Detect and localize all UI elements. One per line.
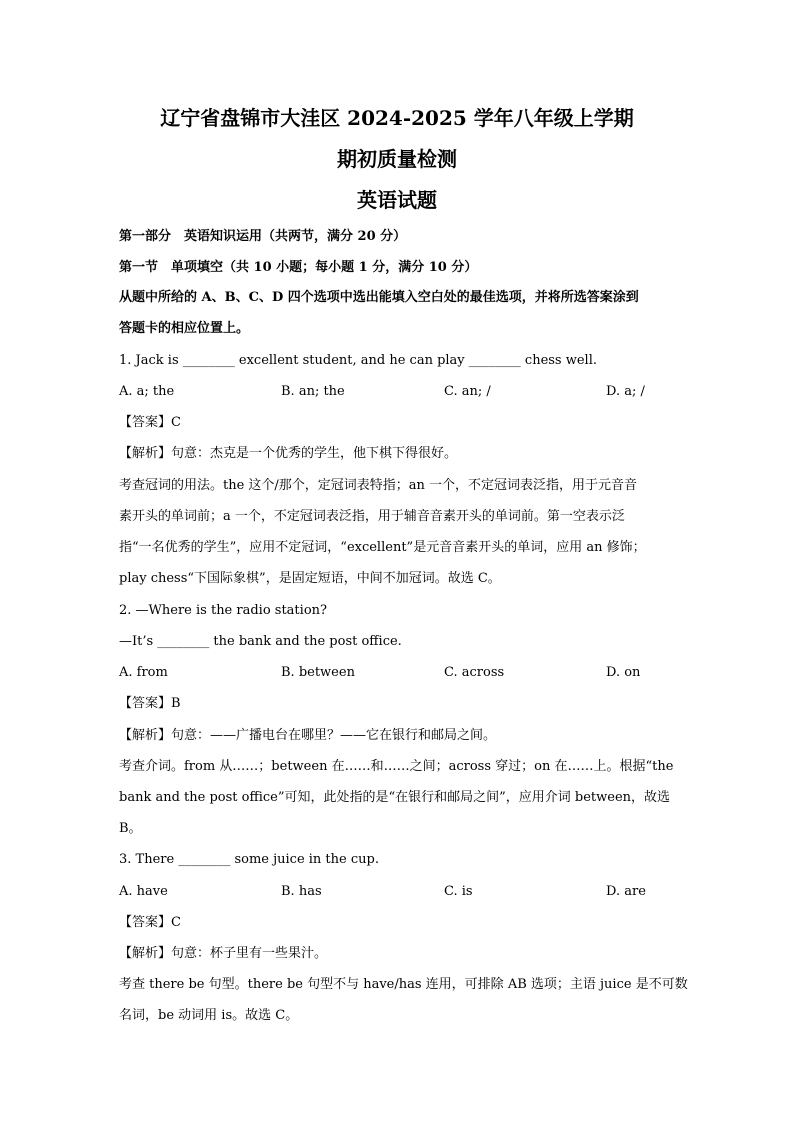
question-3-option-b: B. has [281,884,322,899]
title-line-3: 英语试题 [357,188,437,212]
question-1-option-a: A. a; the [119,384,175,399]
question-1-explanation-line: play chess“下国际象棋”，是固定短语，中间不加冠词。故选 C。 [119,571,501,586]
question-3-option-d: D. are [606,884,646,899]
question-2-option-d: D. on [606,665,641,680]
question-3-option-a: A. have [119,884,168,899]
title-line-2: 期初质量检测 [337,147,457,171]
question-1-explanation-line: 指“一名优秀的学生”，应用不定冠词，“excellent”是元音音素开头的单词，应用 an 修饰； [119,540,646,555]
question-1-explanation-line: 考查冠词的用法。the 这个/那个，定冠词表特指；an 一个，不定冠词表泛指，用于元音音 [119,478,638,493]
question-3-explanation-line: 名词，be 动词用 is。故选 C。 [119,1008,299,1023]
question-2-answer: 【答案】B [119,696,181,711]
question-2-explanation-line: bank and the post office”可知，此处指的是“在银行和邮局之间”，应用介词 between，故选 [119,790,671,805]
question-2-explanation-line: 考查介词。from 从……；between 在……和……之间；across 穿过；on 在……上。根据“the [119,759,674,774]
question-1-answer: 【答案】C [119,415,181,430]
question-3-explanation-line: 考查 there be 句型。there be 句型不与 have/has 连用，可排除 AB 选项；主语 juice 是不可数 [119,977,688,992]
subsection-heading: 第一节 单项填空（共 10 小题；每小题 1 分，满分 10 分） [119,260,478,275]
question-2-explanation-line: 【解析】句意：——广播电台在哪里？——它在银行和邮局之间。 [119,728,497,743]
question-3-answer: 【答案】C [119,915,181,930]
title-line-1: 辽宁省盘锦市大洼区 2024-2025 学年八年级上学期 [160,106,634,130]
question-1-explanation-line: 【解析】句意：杰克是一个优秀的学生，他下棋下得很好。 [119,446,458,461]
question-2-stem: 2. —Where is the radio station? [119,603,327,618]
question-1-option-c: C. an; / [444,384,491,399]
instruction-line-2: 答题卡的相应位置上。 [119,321,250,336]
question-3-explanation-line: 【解析】句意：杯子里有一些果汁。 [119,946,328,961]
question-2-option-b: B. between [281,665,355,680]
question-1-option-d: D. a; / [606,384,645,399]
question-1-explanation-line: 素开头的单词前；a 一个，不定冠词表泛指，用于辅音音素开头的单词前。第一空表示泛 [119,509,625,524]
question-3-option-c: C. is [444,884,473,899]
part-heading: 第一部分 英语知识运用（共两节，满分 20 分） [119,229,407,244]
question-2-stem-reply: —It’s ________ the bank and the post office. [119,634,402,649]
question-2-option-a: A. from [119,665,168,680]
instruction-line-1: 从题中所给的 A、B、C、D 四个选项中选出能填入空白处的最佳选项，并将所选答案涂到 [119,290,639,305]
question-2-explanation-line: B。 [119,821,142,836]
question-1-option-b: B. an; the [281,384,345,399]
question-3-stem: 3. There ________ some juice in the cup. [119,852,379,867]
question-1-stem: 1. Jack is ________ excellent student, and he can play ________ chess well. [119,353,598,368]
question-2-option-c: C. across [444,665,505,680]
